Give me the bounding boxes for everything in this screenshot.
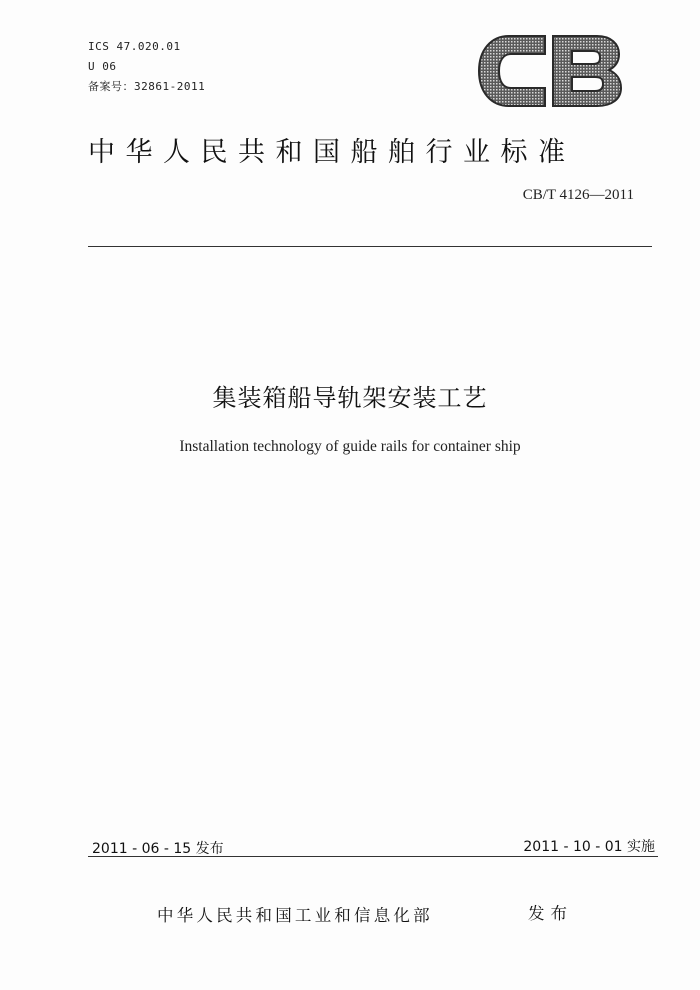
classification-block xyxy=(88,37,205,97)
document-title-chinese: 集装箱船导轨架安装工艺 xyxy=(212,384,488,412)
top-divider xyxy=(88,246,652,247)
cb-logo-icon xyxy=(475,32,625,110)
filing-number: 备案号：32861-2011 xyxy=(88,80,206,93)
standard-number: CB/T 4126—2011 xyxy=(522,187,634,203)
publish-label: 发布 xyxy=(528,904,573,923)
bottom-divider xyxy=(88,856,658,857)
publisher-name: 中华人民共和国工业和信息化部 xyxy=(157,906,433,925)
ics-code: ICS 47.020.01 xyxy=(88,40,181,53)
document-title-english: Installation technology of guide rails for container ship xyxy=(179,438,521,455)
category-code: U 06 xyxy=(88,60,117,73)
issue-date: 2011 - 06 - 15 发布 xyxy=(92,841,224,857)
organization-standard-title: 中华人民共和国船舶行业标准 xyxy=(88,137,576,168)
implementation-date: 2011 - 10 - 01 实施 xyxy=(523,839,655,855)
